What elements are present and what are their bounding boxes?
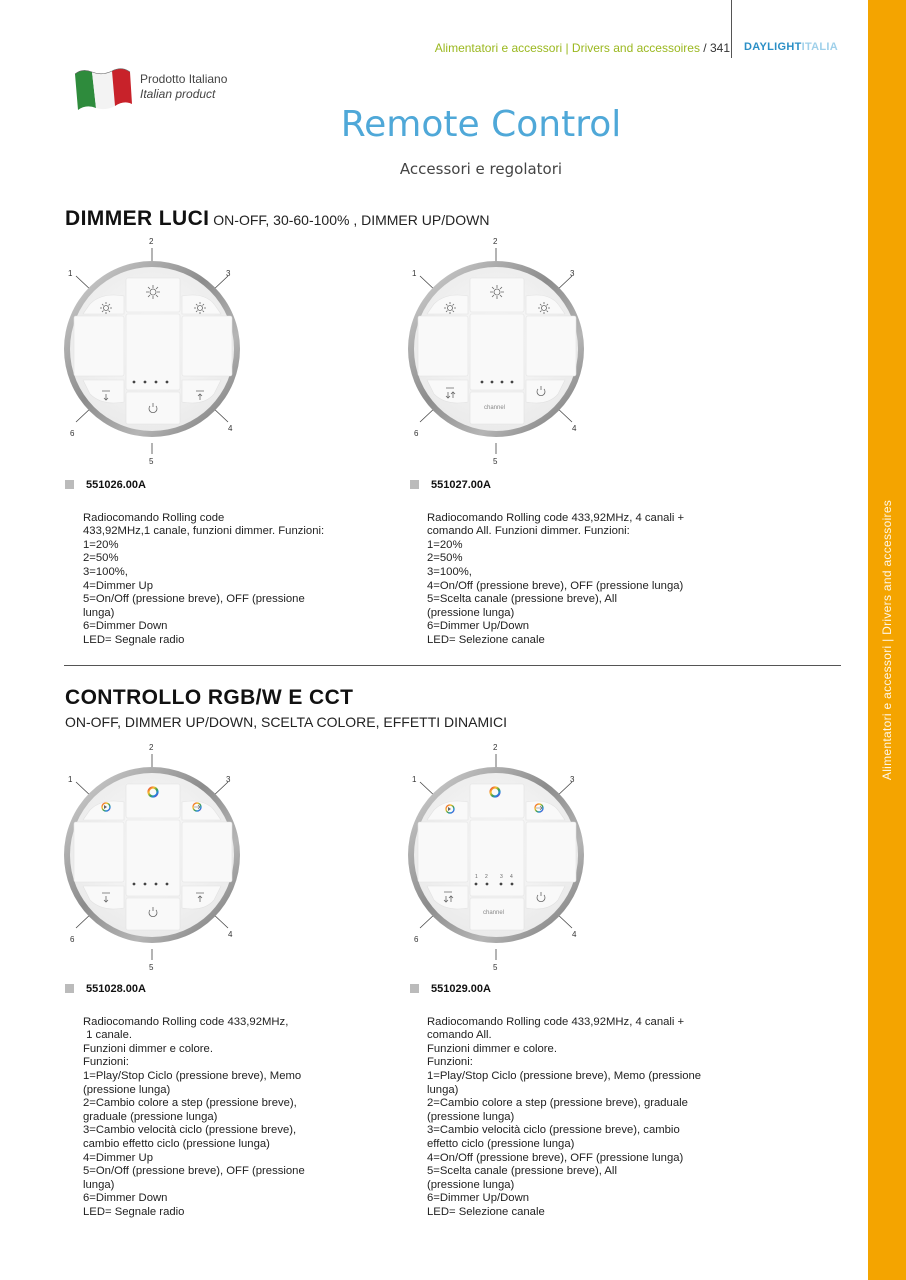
channel-number: 3	[500, 874, 503, 880]
product-code-551026	[65, 479, 146, 491]
channel-number: 2	[485, 874, 488, 880]
callout-4: 4	[572, 424, 577, 433]
product-code-text: 551029.00A	[431, 983, 491, 995]
page-title: Remote Control	[340, 104, 622, 145]
header-category: Alimentatori e accessori | Drivers and accessoires	[434, 41, 700, 55]
product-code-text: 551026.00A	[86, 479, 146, 491]
desc-line: 6=Dimmer Up/Down	[427, 1192, 530, 1205]
desc-line: 5=On/Off (pressione breve), OFF (pressione	[83, 593, 305, 606]
brand-logo-light: ITALIA	[801, 41, 839, 53]
callout-2: 2	[149, 743, 154, 752]
callout-6: 6	[70, 935, 75, 944]
desc-line: 4=Dimmer Up	[83, 1151, 153, 1164]
bullet-square	[65, 984, 74, 993]
desc-line: 3=Cambio velocità ciclo (pressione breve), cambio	[427, 1124, 680, 1137]
desc-line: (pressione lunga)	[427, 606, 515, 619]
desc-line: 1=20%	[427, 538, 463, 551]
desc-line: Radiocomando Rolling code 433,92MHz, 4 canali +	[427, 511, 685, 524]
desc-line: LED= Selezione canale	[427, 1205, 545, 1218]
desc-line: 1=Play/Stop Ciclo (pressione breve), Memo (pressione	[427, 1069, 702, 1082]
desc-line: 4=On/Off (pressione breve), OFF (pressione lunga)	[427, 579, 684, 592]
callout-2: 2	[493, 743, 498, 752]
desc-line: 2=50%	[427, 552, 463, 565]
callout-6: 6	[70, 429, 75, 438]
callout-4: 4	[228, 930, 233, 939]
section-title-dimmer-main: DIMMER LUCI	[65, 207, 210, 230]
callout-5: 5	[149, 963, 154, 970]
remote-551029	[406, 740, 586, 970]
desc-line: 3=100%,	[83, 565, 128, 578]
product-description-551028	[83, 1002, 305, 1233]
callout-2: 2	[149, 237, 154, 246]
callout-3: 3	[226, 269, 231, 278]
desc-line: 6=Dimmer Up/Down	[427, 620, 530, 633]
product-description-551026	[83, 498, 324, 661]
product-description-551029	[427, 1002, 701, 1233]
desc-line: Radiocomando Rolling code	[83, 511, 225, 524]
page-subtitle: Accessori e regolatori	[399, 160, 563, 178]
desc-line: 3=100%,	[427, 565, 472, 578]
desc-line: LED= Selezione canale	[427, 633, 545, 646]
desc-line: 1=Play/Stop Ciclo (pressione breve), Memo	[83, 1069, 302, 1082]
page-number: / 341	[699, 41, 730, 55]
product-code-551027	[410, 479, 491, 491]
callout-3: 3	[570, 269, 575, 278]
channel-label: channel	[483, 910, 505, 916]
desc-line: Radiocomando Rolling code 433,92MHz, 4 canali +	[427, 1015, 685, 1028]
desc-line: 2=Cambio colore a step (pressione breve),	[83, 1097, 297, 1110]
bullet-square	[410, 984, 419, 993]
product-code-text: 551028.00A	[86, 983, 146, 995]
desc-line: Radiocomando Rolling code 433,92MHz,	[83, 1015, 289, 1028]
bullet-square	[65, 480, 74, 489]
desc-line: 4=Dimmer Up	[83, 579, 153, 592]
callout-3: 3	[226, 775, 231, 784]
desc-line: 1=20%	[83, 538, 119, 551]
remote-551027	[406, 234, 586, 464]
desc-line: Funzioni:	[83, 1056, 129, 1069]
product-code-551029	[410, 983, 491, 995]
origin-label-it: Prodotto Italiano	[140, 72, 228, 86]
section-divider	[64, 665, 841, 666]
channel-number: 4	[510, 874, 513, 880]
callout-3: 3	[570, 775, 575, 784]
desc-line: 4=On/Off (pressione breve), OFF (pressione lunga)	[427, 1151, 684, 1164]
section-title-rgb: CONTROLLO RGB/W E CCT	[65, 686, 354, 709]
desc-line: lunga)	[83, 1178, 115, 1191]
callout-1: 1	[68, 269, 73, 278]
running-header	[435, 41, 730, 55]
desc-line: graduale (pressione lunga)	[83, 1110, 218, 1123]
channel-label: channel	[484, 405, 506, 411]
desc-line: Funzioni dimmer e colore.	[427, 1042, 557, 1055]
brand-logo-bold: DAYLIGHT	[744, 41, 802, 53]
callout-4: 4	[572, 930, 577, 939]
desc-line: 433,92MHz,1 canale, funzioni dimmer. Funzioni:	[83, 525, 325, 538]
origin-label-en: Italian product	[140, 87, 216, 101]
callout-5: 5	[493, 457, 498, 464]
callout-6: 6	[414, 935, 419, 944]
product-origin	[140, 72, 227, 102]
desc-line: 5=Scelta canale (pressione breve), All	[427, 1165, 617, 1178]
desc-line: 5=On/Off (pressione breve), OFF (pressione	[83, 1165, 305, 1178]
desc-line: 3=Cambio velocità ciclo (pressione breve),	[83, 1124, 297, 1137]
callout-5: 5	[149, 457, 154, 464]
brand-logo	[744, 41, 838, 53]
channel-number: 1	[475, 874, 478, 880]
callout-2: 2	[493, 237, 498, 246]
desc-line: 6=Dimmer Down	[83, 620, 168, 633]
callout-1: 1	[412, 269, 417, 278]
side-tab-label: Alimentatori e accessori | Drivers and accessoires	[880, 499, 894, 781]
desc-line: 2=Cambio colore a step (pressione breve), graduale	[427, 1097, 688, 1110]
callout-5: 5	[493, 963, 498, 970]
desc-line: 6=Dimmer Down	[83, 1192, 168, 1205]
desc-line: comando All.	[427, 1029, 492, 1042]
remote-551028	[62, 740, 242, 970]
product-description-551027	[427, 498, 684, 661]
section-title-dimmer	[65, 207, 489, 231]
product-code-551028	[65, 983, 146, 995]
desc-line: 1 canale.	[83, 1029, 132, 1042]
desc-line: (pressione lunga)	[83, 1083, 171, 1096]
desc-line: LED= Segnale radio	[83, 1205, 185, 1218]
desc-line: lunga)	[83, 606, 115, 619]
side-tab	[868, 0, 906, 1280]
product-code-text: 551027.00A	[431, 479, 491, 491]
bullet-square	[410, 480, 419, 489]
callout-4: 4	[228, 424, 233, 433]
desc-line: (pressione lunga)	[427, 1178, 515, 1191]
desc-line: LED= Segnale radio	[83, 633, 185, 646]
desc-line: effetto ciclo (pressione lunga)	[427, 1137, 575, 1150]
callout-1: 1	[412, 775, 417, 784]
desc-line: comando All. Funzioni dimmer. Funzioni:	[427, 525, 630, 538]
callout-6: 6	[414, 429, 419, 438]
desc-line: Funzioni:	[427, 1056, 473, 1069]
desc-line: 2=50%	[83, 552, 119, 565]
desc-line: Funzioni dimmer e colore.	[83, 1042, 213, 1055]
desc-line: 5=Scelta canale (pressione breve), All	[427, 593, 617, 606]
desc-line: lunga)	[427, 1083, 459, 1096]
remote-551026	[62, 234, 242, 464]
header-divider	[731, 0, 732, 58]
callout-1: 1	[68, 775, 73, 784]
section-subtitle-rgb: ON-OFF, DIMMER UP/DOWN, SCELTA COLORE, EFFETTI DINAMICI	[65, 714, 508, 730]
section-subtitle-dimmer: ON-OFF, 30-60-100% , DIMMER UP/DOWN	[209, 212, 490, 228]
desc-line: (pressione lunga)	[427, 1110, 515, 1123]
desc-line: cambio effetto ciclo (pressione lunga)	[83, 1137, 270, 1150]
